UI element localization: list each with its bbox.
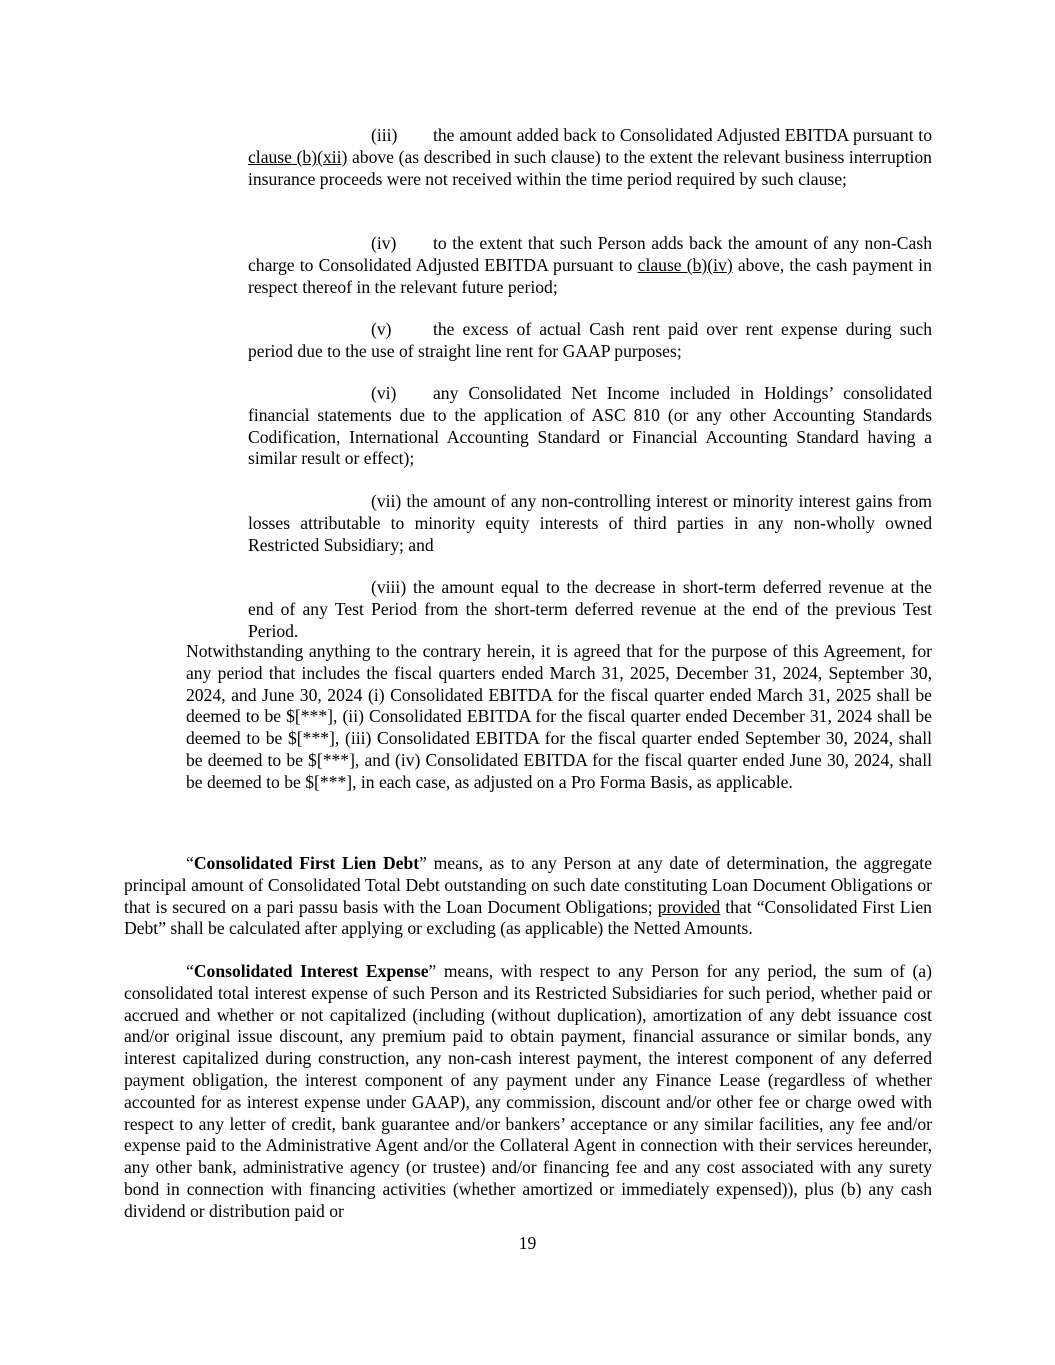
definition-consolidated-first-lien-debt: “Consolidated First Lien Debt” means, as to any Person at any date of determination, the aggregate principal amount of Consolidated Total Debt outstanding on such date constituting Loan Document Obligations or that is secured on a pari passu basis with the Loan Document Obligations; provided that “Consolidated First Lien Debt” shall be calculated after applying or excluding (as applicable) the Netted Amounts. <box>124 853 933 939</box>
defined-term: Consolidated First Lien Debt <box>193 853 420 873</box>
definition-consolidated-interest-expense: “Consolidated Interest Expense” means, with respect to any Person for any period, the sum of (a) consolidated total interest expense of such Person and its Restricted Subsidiaries for such period, whether paid or accrued and whether or not capitalized (including (without duplication), amortization of any debt issuance cost and/or original issue discount, any premium paid to obtain payment, financial assurance or similar bonds, any interest capitalized during construction, any non-cash interest payment, the interest component of any deferred payment obligation, the interest component of any payment under any Finance Lease (regardless of whether accounted for as interest expense under GAAP), any commission, discount and/or other fee or charge owed with respect to any letter of credit, bank guarantee and/or bankers’ acceptance or any similar facilities, any fee and/or expense paid to the Administrative Agent and/or the Collateral Agent in connection with their services hereunder, any other bank, administrative agency (or trustee) and/or financing fee and any cost associated with any surety bond in connection with financing activities (whether amortized or immediately expensed)), plus (b) any cash dividend or distribution paid or <box>124 961 932 1221</box>
clause-reference: clause (b)(xii) <box>248 146 348 167</box>
clause-number: (v) <box>371 319 392 339</box>
clause-v: (v) the excess of actual Cash rent paid over rent expense during such period due to the use of straight line rent for GAAP purposes; <box>248 319 932 361</box>
clause-iii: (iii) the amount added back to Consolidated Adjusted EBITDA pursuant to clause (b)(xii) above (as described in such clause) to the extent the relevant business interruption insurance proceeds were not received within the time period required by such clause; <box>248 125 932 189</box>
clause-vi: (vi) any Consolidated Net Income included in Holdings’ consolidated financial statements due to the application of ASC 810 (or any other Accounting Standards Codification, International Accounting Standard or Financial Accounting Standard having a similar result or effect); <box>248 383 932 469</box>
clause-number: (iii) <box>371 125 398 145</box>
clause-number: (iv) <box>371 233 397 253</box>
clause-viii: (viii) the amount equal to the decrease in short-term deferred revenue at the end of any Test Period from the short-term deferred revenue at the end of the previous Test Period. <box>248 577 932 641</box>
clause-number: (vi) <box>371 383 397 403</box>
clause-reference: clause (b)(iv) <box>637 254 733 275</box>
defined-term: Consolidated Interest Expense <box>193 961 429 981</box>
clause-number: (vii) <box>371 491 402 511</box>
provided-term: provided <box>657 896 721 917</box>
notwithstanding-paragraph: Notwithstanding anything to the contrary herein, it is agreed that for the purpose of this Agreement, for any period that includes the fiscal quarters ended March 31, 2025, December 31, 2024, September 30, 2024, and June 30, 2024 (i) Consolidated EBITDA for the fiscal quarter ended March 31, 2025 shall be deemed to be $[***], (ii) Consolidated EBITDA for the fiscal quarter ended December 31, 2024 shall be deemed to be $[***], (iii) Consolidated EBITDA for the fiscal quarter ended September 30, 2024, shall be deemed to be $[***], and (iv) Consolidated EBITDA for the fiscal quarter ended June 30, 2024, shall be deemed to be $[***], in each case, as adjusted on a Pro Forma Basis, as applicable. <box>186 641 932 792</box>
clause-iv: (iv) to the extent that such Person adds back the amount of any non-Cash charge to Consolidated Adjusted EBITDA pursuant to clause (b)(iv) above, the cash payment in respect thereof in the relevant future period; <box>248 233 932 297</box>
page-number: 19 <box>518 1233 537 1253</box>
clause-number: (viii) <box>371 577 407 597</box>
clause-vii: (vii) the amount of any non-controlling interest or minority interest gains from losses attributable to minority equity interests of third parties in any non-wholly owned Restricted Subsidiary; and <box>248 491 932 555</box>
